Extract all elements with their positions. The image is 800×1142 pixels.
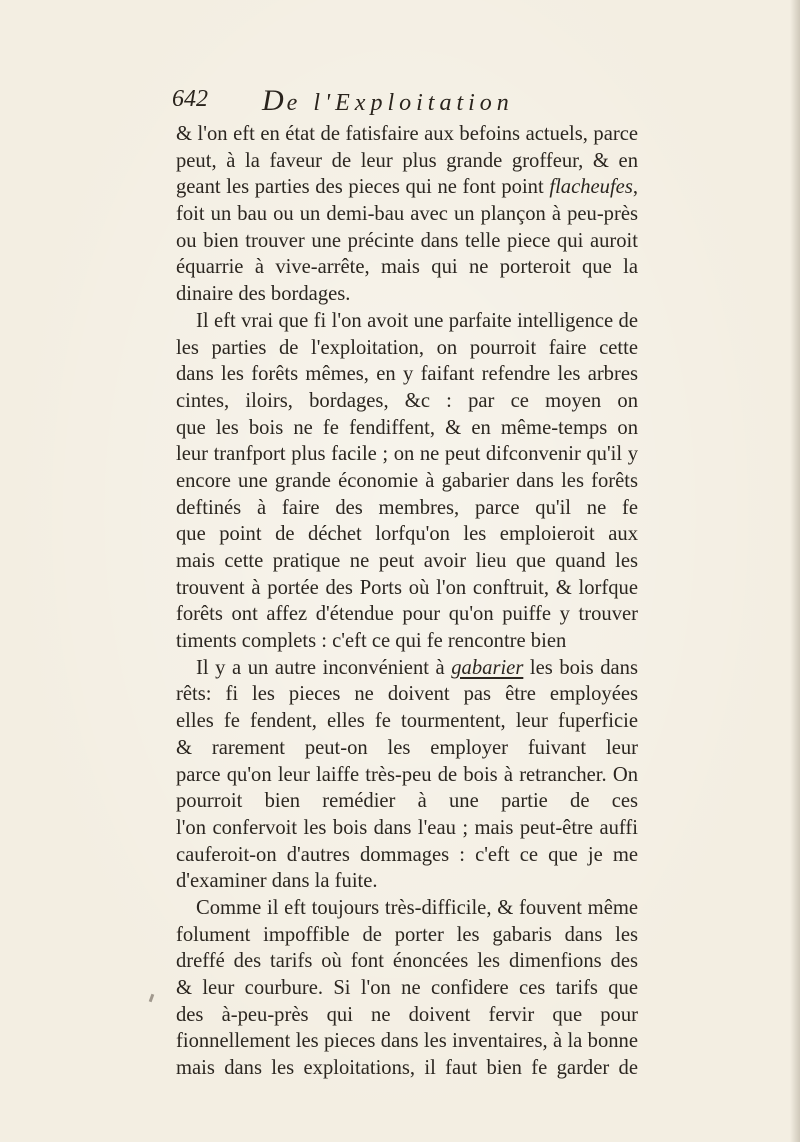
text-line: leur tranfport plus facile ; on ne peut difconvenir qu'il y xyxy=(176,443,638,466)
text-line: rêts: fi les pieces ne doivent pas être employées xyxy=(176,683,638,706)
text-line: équarrie à vive-arrête, mais qui ne porteroit que la xyxy=(176,256,638,279)
text-line: encore une grande économie à gabarier dans les forêts xyxy=(176,469,638,492)
running-title-prefix: D xyxy=(262,84,287,117)
text-line: Comme il eft toujours très-difficile, & fouvent même xyxy=(196,896,638,919)
text-line: Il y a un autre inconvénient à gabarier les bois dans xyxy=(196,656,638,679)
running-title xyxy=(262,84,514,118)
text-line: forêts ont affez d'étendue pour qu'on puiffe y trouver xyxy=(176,603,638,626)
text-line: Il eft vrai que fi l'on avoit une parfaite intelligence de xyxy=(196,309,638,332)
running-title-middle: e l'E xyxy=(286,90,355,116)
text-line: cauferoit-on d'autres dommages : c'eft ce que je me xyxy=(176,843,638,866)
running-title-end: xploitation xyxy=(354,90,514,116)
text-line: les parties de l'exploitation, on pourroit faire cette xyxy=(176,336,638,359)
page-edge-shadow xyxy=(790,0,800,1142)
text-line: elles fe fendent, elles fe tourmentent, leur fuperficie xyxy=(176,710,638,733)
text-line: & leur courbure. Si l'on ne confidere ces tarifs que xyxy=(176,977,638,999)
ink-mark xyxy=(149,994,155,1003)
text-line: des à-peu-près qui ne doivent fervir que pour xyxy=(176,1003,638,1026)
text-line: mais dans les exploitations, il faut bien fe garder de xyxy=(176,1057,638,1080)
text-line: timents complets : c'eft ce qui fe rencontre bien xyxy=(176,630,567,653)
text-line: fionnellement les pieces dans les inventaires, à la bonne xyxy=(176,1030,638,1053)
text-line: deftinés à faire des membres, parce qu'il ne fe xyxy=(176,496,638,519)
text-line: dreffé des tarifs où font énoncées les dimenfions des xyxy=(176,950,638,973)
text-line: folument impoffible de porter les gabaris dans les xyxy=(176,923,638,946)
text-line: foit un bau ou un demi-bau avec un plançon à peu-près xyxy=(176,203,638,226)
text-line: dinaire des bordages. xyxy=(176,283,351,306)
text-line: pourroit bien remédier à une partie de ces xyxy=(176,790,638,813)
text-line: que les bois ne fe fendiffent, & en même-temps on xyxy=(176,416,638,439)
page-number: 642 xyxy=(172,86,208,112)
text-line: parce qu'on leur laiffe très-peu de bois à retrancher. On xyxy=(176,763,638,786)
text-line: l'on confervoit les bois dans l'eau ; mais peut-être auffi xyxy=(176,816,638,839)
text-line: que point de déchet lorfqu'on les emploieroit aux xyxy=(176,523,638,546)
text-line: cintes, iloirs, bordages, &c : par ce moyen on xyxy=(176,389,638,412)
text-line: geant les parties des pieces qui ne font point flacheufes, xyxy=(176,176,638,199)
body-text xyxy=(176,121,638,1082)
text-line: trouvent à portée des Ports où l'on conftruit, & lorfque xyxy=(176,576,638,599)
text-line: & l'on eft en état de fatisfaire aux befoins actuels, parce xyxy=(176,123,638,145)
text-line: d'examiner dans la fuite. xyxy=(176,870,378,893)
italic-term: flacheufes xyxy=(549,176,633,199)
text-line: dans les forêts mêmes, en y faifant refendre les arbres xyxy=(176,363,638,386)
text-line: peut, à la faveur de leur plus grande groffeur, & en xyxy=(176,149,638,172)
text-line: mais cette pratique ne peut avoir lieu que quand les xyxy=(176,550,638,572)
text-line: ou bien trouver une précinte dans telle piece qui auroit xyxy=(176,229,638,252)
underlined-term: gabarier xyxy=(451,656,524,679)
text-line: & rarement peut-on les employer fuivant leur xyxy=(176,736,638,759)
page-header xyxy=(172,80,628,120)
